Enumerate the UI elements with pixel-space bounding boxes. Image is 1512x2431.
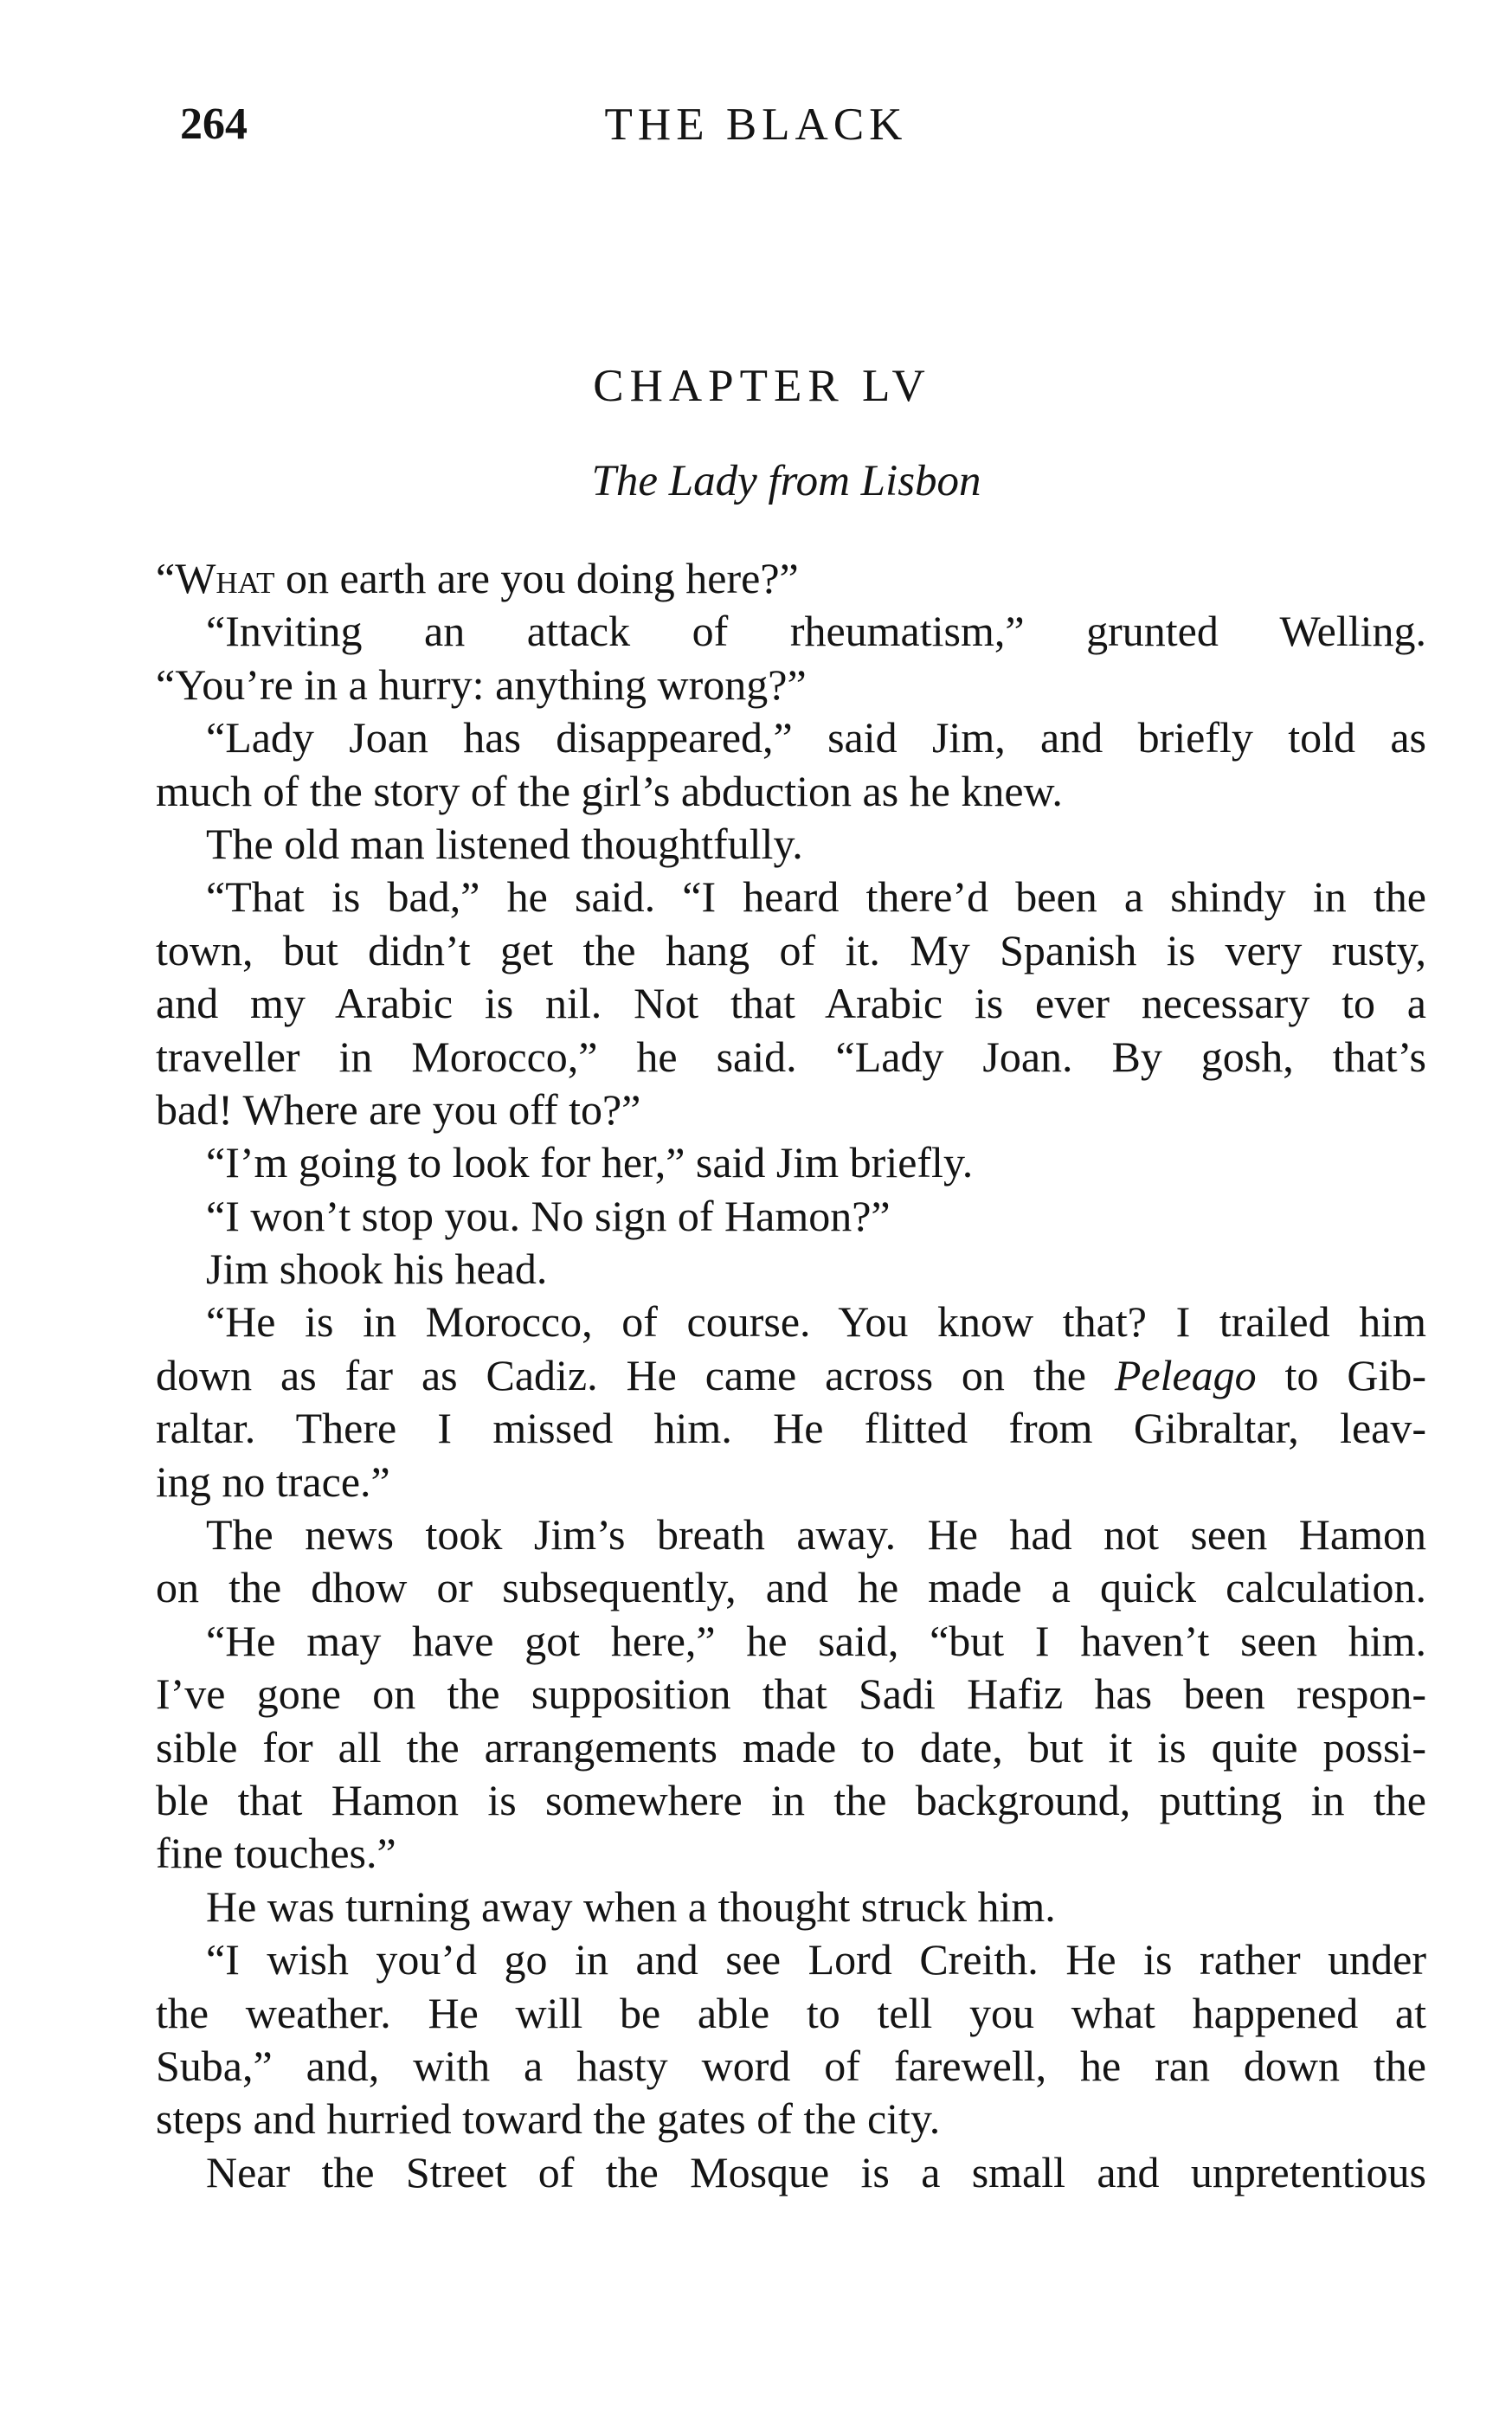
text-line xyxy=(156,1296,1426,1348)
line-segment: He was turning away when a thought struck him. xyxy=(206,1881,1056,1931)
line-segment: The old man listened thoughtfully. xyxy=(206,819,803,868)
line-segment: to Gib- xyxy=(1256,1350,1426,1399)
line-segment: “That is bad,” he said. “I heard there’d been a shindy in the xyxy=(206,872,1426,922)
text-line xyxy=(156,1349,1426,1402)
line-segment: “He is in Morocco, of course. You know that? I trailed him xyxy=(206,1297,1426,1347)
text-line xyxy=(156,1561,1426,1614)
text-line xyxy=(156,1721,1426,1774)
text-line xyxy=(156,1827,1426,1880)
text-line xyxy=(156,1136,1426,1189)
line-segment: “I won’t stop you. No sign of Hamon?” xyxy=(206,1191,891,1240)
text-line xyxy=(156,2146,1426,2199)
text-line xyxy=(156,871,1426,923)
line-segment: “He may have got here,” he said, “but I haven’t seen him. xyxy=(206,1616,1426,1665)
page-number: 264 xyxy=(180,100,248,149)
text-line xyxy=(156,2040,1426,2093)
line-segment: on the dhow or subsequently, and he made a quick calculation. xyxy=(156,1563,1426,1612)
line-segment: fine touches.” xyxy=(156,1829,396,1878)
text-line xyxy=(156,1615,1426,1668)
line-segment: Jim shook his head. xyxy=(206,1244,548,1294)
text-line xyxy=(156,1774,1426,1827)
line-segment: ing no trace.” xyxy=(156,1457,390,1506)
line-segment: traveller in Morocco,” he said. “Lady Joan. By gosh, that’s xyxy=(156,1032,1426,1081)
line-segment: I’ve gone on the supposition that Sadi Hafiz has been respon- xyxy=(156,1669,1426,1719)
text-line xyxy=(156,1456,1426,1508)
text-line xyxy=(156,1031,1426,1084)
text-line xyxy=(156,977,1426,1030)
line-segment: Near the Street of the Mosque is a small and unpretentious xyxy=(206,2147,1426,2196)
line-segment: raltar. There I missed him. He flitted from Gibraltar, leav- xyxy=(156,1404,1426,1453)
running-head: THE BLACK xyxy=(604,100,908,150)
line-segment: bad! Where are you off to?” xyxy=(156,1084,641,1134)
line-segment: Suba,” and, with a hasty word of farewell, he ran down the xyxy=(156,2041,1426,2090)
text-line xyxy=(156,1402,1426,1455)
text-line xyxy=(156,1190,1426,1243)
line-segment: and my Arabic is nil. Not that Arabic is ever necessary to a xyxy=(156,979,1426,1028)
line-segment: on earth are you doing here?” xyxy=(274,554,799,602)
line-segment: The news took Jim’s breath away. He had not seen Hamon xyxy=(206,1510,1426,1560)
line-segment: much of the story of the girl’s abduction as he knew. xyxy=(156,766,1063,815)
text-line xyxy=(156,765,1426,818)
line-segment: “Inviting an attack of rheumatism,” grunted Welling. xyxy=(206,607,1426,656)
text-line xyxy=(156,1987,1426,2040)
text-line xyxy=(156,1508,1426,1561)
text-line xyxy=(156,1668,1426,1720)
text-line xyxy=(156,924,1426,977)
line-segment: “ xyxy=(156,554,176,602)
text-line xyxy=(156,2093,1426,2145)
ship-name: Peleago xyxy=(1114,1350,1257,1399)
text-line xyxy=(156,711,1426,764)
text-line xyxy=(156,1084,1426,1136)
body-text xyxy=(156,552,1426,2199)
line-segment: the weather. He will be able to tell you what happened at xyxy=(156,1988,1426,2037)
line-segment: “I’m going to look for her,” said Jim briefly. xyxy=(206,1138,974,1187)
small-caps-opening: What xyxy=(175,554,275,602)
text-line xyxy=(156,1243,1426,1296)
text-line xyxy=(156,818,1426,871)
line-segment: “I wish you’d go in and see Lord Creith. He is rather under xyxy=(206,1935,1426,1984)
text-line xyxy=(156,1881,1426,1933)
chapter-title: The Lady from Lisbon xyxy=(591,457,981,505)
line-segment: “You’re in a hurry: anything wrong?” xyxy=(156,659,807,709)
text-line xyxy=(156,605,1426,658)
text-line xyxy=(156,552,1426,605)
text-line xyxy=(156,659,1426,711)
chapter-heading: CHAPTER LV xyxy=(593,361,931,411)
line-segment: “Lady Joan has disappeared,” said Jim, and briefly told as xyxy=(206,713,1426,762)
line-segment: sible for all the arrangements made to date, but it is quite possi- xyxy=(156,1722,1426,1772)
line-segment: down as far as Cadiz. He came across on the xyxy=(156,1350,1115,1399)
line-segment: steps and hurried toward the gates of the city. xyxy=(156,2094,941,2144)
text-line xyxy=(156,1933,1426,1986)
line-segment: ble that Hamon is somewhere in the background, putting in the xyxy=(156,1775,1426,1824)
line-segment: town, but didn’t get the hang of it. My Spanish is very rusty, xyxy=(156,925,1426,974)
